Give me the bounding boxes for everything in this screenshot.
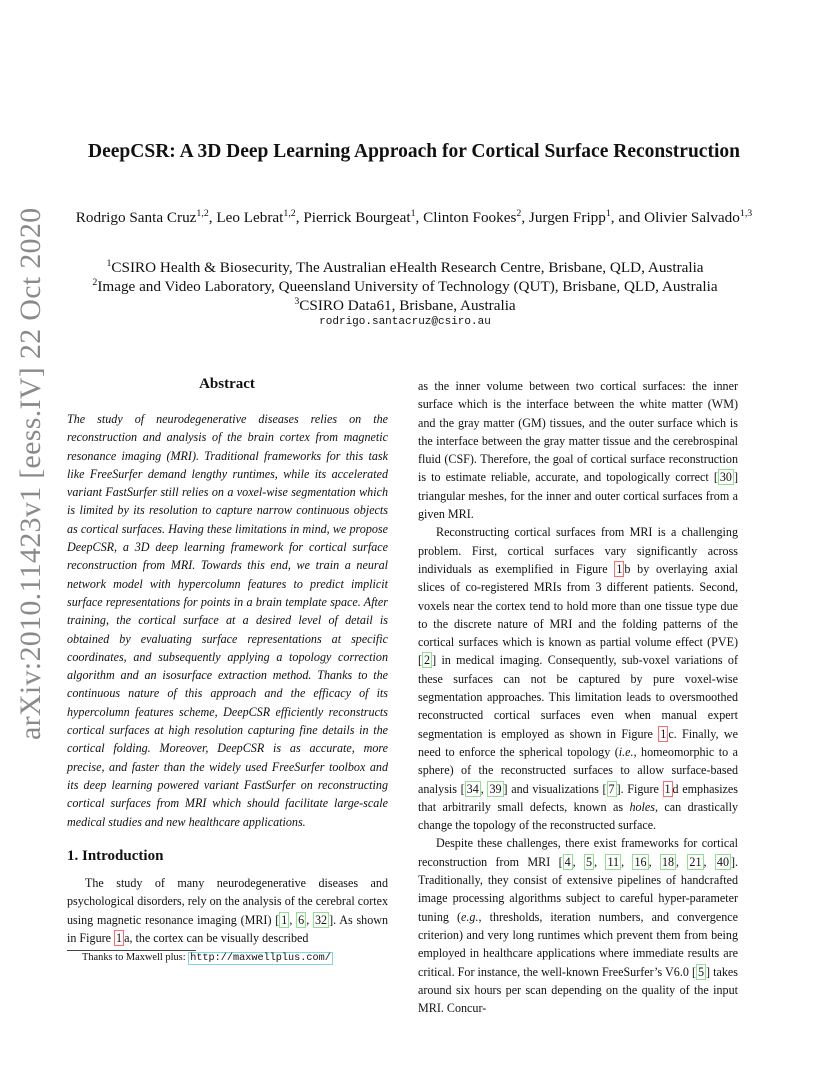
body-paragraph bbox=[418, 523, 738, 834]
citation-link[interactable]: 1 bbox=[281, 912, 288, 927]
body-text: c. Finally, we need to enforce the spherical topology ( bbox=[418, 726, 738, 759]
affiliation-sup: 3 bbox=[294, 295, 300, 307]
affiliation-1 bbox=[0, 259, 810, 277]
body-text: ] and visualizations [ bbox=[503, 781, 607, 796]
affiliation-text: CSIRO Data61, Brisbane, Australia bbox=[299, 297, 516, 314]
body-paragraph bbox=[418, 377, 738, 523]
citation-link[interactable]: 7 bbox=[608, 781, 615, 796]
body-text: , bbox=[621, 854, 633, 869]
intro-paragraph bbox=[67, 874, 388, 947]
author-list bbox=[70, 207, 758, 228]
affiliation-text: Image and Video Laboratory, Queensland University of Technology (QUT), Brisbane, QLD, Australia bbox=[97, 278, 718, 295]
figure-link[interactable]: 1 bbox=[660, 726, 667, 741]
citation-link[interactable]: 6 bbox=[298, 912, 305, 927]
body-text: ] in medical imaging. Consequently, sub-voxel variations of these surfaces can not be captured by pure voxel-wise segmentation approaches. This limitation leads to oversmoothed reconstructed cortical surfaces even when manual expert segmentation is employed as shown in Figure bbox=[418, 653, 738, 741]
body-text: The study of many neurodegenerative diseases and psychological disorders, rely on the analysis of the cerebral cortex using magnetic resonance imaging (MRI) [ bbox=[67, 876, 388, 927]
body-paragraph bbox=[418, 834, 738, 1017]
body-text: ]. Traditionally, they consist of extensive pipelines of handcrafted image processing algorithms subject to careful hyper-parameter tuning ( bbox=[418, 854, 739, 924]
abstract-heading: Abstract bbox=[199, 376, 255, 392]
affiliation-3 bbox=[0, 297, 810, 315]
italic-text: e.g. bbox=[461, 909, 479, 924]
body-text: as the inner volume between two cortical surfaces: the inner surface which is the interface between the white matter (WM) and the gray matter (GM) tissues, and the outer surface which is the interface between the gray matter tissue and the cerebrospinal fluid (CSF). Therefore, the goal of cortical surface reconstruction is to estimate reliable, accurate, and topologically correct [ bbox=[418, 379, 738, 485]
right-column bbox=[418, 377, 738, 1017]
body-text: , bbox=[703, 854, 715, 869]
author-name: , Pierrick Bourgeat bbox=[295, 209, 411, 226]
body-text: a, the cortex can be visually described bbox=[124, 930, 309, 945]
affiliation-sup: 2 bbox=[92, 276, 98, 288]
citation-link[interactable]: 4 bbox=[564, 854, 571, 869]
citation-link[interactable]: 21 bbox=[689, 854, 702, 869]
citation-link[interactable]: 5 bbox=[586, 854, 593, 869]
body-text: , bbox=[289, 912, 297, 927]
author-sup: 1 bbox=[410, 207, 416, 219]
figure-link[interactable]: 1 bbox=[116, 930, 123, 945]
author-name: Rodrigo Santa Cruz bbox=[75, 209, 197, 226]
author-email[interactable]: rodrigo.santacruz@csiro.au bbox=[319, 316, 491, 328]
citation-link[interactable]: 16 bbox=[634, 854, 647, 869]
author-sup: 2 bbox=[516, 207, 522, 219]
body-text: ] takes around six hours per scan depending on the quality of the input MRI. Concur- bbox=[418, 964, 738, 1016]
author-sup: 1,2 bbox=[283, 207, 296, 219]
affiliation-text: CSIRO Health & Biosecurity, The Australian eHealth Research Centre, Brisbane, QLD, Australia bbox=[111, 259, 704, 276]
body-text: b by overlaying axial slices of co-registered MRIs from 3 different patients. Second, voxels near the cortex tend to hold more than one tissue type due to the discrete nature of MRI and the folding patterns of the cortical surfaces which is known as partial volume effect (PVE) [ bbox=[418, 561, 738, 668]
body-text: , bbox=[480, 781, 488, 796]
paper-title: DeepCSR: A 3D Deep Learning Approach for Cortical Surface Reconstruction bbox=[88, 141, 740, 162]
figure-link[interactable]: 1 bbox=[664, 781, 671, 796]
author-sup: 1,2 bbox=[196, 207, 209, 219]
citation-link[interactable]: 5 bbox=[698, 964, 705, 979]
citation-link[interactable]: 32 bbox=[314, 912, 328, 927]
citation-link[interactable]: 34 bbox=[466, 781, 479, 796]
body-text: , bbox=[676, 854, 688, 869]
body-text: ] triangular meshes, for the inner and outer cortical surfaces from a given MRI. bbox=[418, 470, 738, 522]
author-sup: 1 bbox=[605, 207, 611, 219]
citation-link[interactable]: 18 bbox=[661, 854, 675, 869]
author-sup: 1,3 bbox=[739, 207, 753, 219]
body-text: ]. Figure bbox=[616, 781, 663, 796]
figure-link[interactable]: 1 bbox=[616, 561, 623, 576]
body-text: , bbox=[306, 912, 313, 927]
italic-text: i.e. bbox=[618, 744, 634, 759]
body-text: , homeomorphic to a sphere) of the reconstructed surfaces to allow surface-based analysis [ bbox=[418, 744, 738, 796]
abstract-text: The study of neurodegenerative diseases relies on the reconstruction and analysis of the brain cortex from magnetic resonance imaging (MRI). Traditional frameworks for this task like FreeSurfer demand lengthy runtimes, while its accelerated variant FastSurfer still relies on a voxel-wise segmentation which is limited by its resolution to capture narrow continuous objects as cortical surfaces. Having these limitations in mind, we propose DeepCSR, a 3D deep learning framework for cortical surface reconstruction from MRI. Towards this end, we train a neural network model with hypercolumn features to predict implicit surface representations for points in a brain template space. After training, the cortical surface at a desired level of detail is obtained by evaluating surface representations at specific coordinates, and subsequently applying a topology correction algorithm and an isosurface extraction method. Thanks to the continuous nature of this approach and the efficacy of its hypercolumn features scheme, DeepCSR efficiently reconstructs cortical surfaces at high resolution capturing fine details in the cortical folding. Moreover, DeepCSR is as accurate, more precise, and faster than the widely used FreeSurfer toolbox and its deep learning powered variant FastSurfer on reconstructing cortical surfaces from MRI which should facilitate large-scale medical studies and new healthcare applications. bbox=[67, 412, 388, 829]
footnote-divider bbox=[67, 950, 196, 951]
footnote bbox=[82, 952, 333, 964]
affiliation-2 bbox=[0, 278, 810, 296]
body-text: d emphasizes that arbitrarily small defects, known as bbox=[418, 781, 738, 814]
body-text: , bbox=[572, 854, 585, 869]
body-text: , thresholds, iteration numbers, and convergence criterion) and very long runtimes which prevent them from being employed in healthcare applications where immediate results are critical. For instance, the well-known FreeSurfer’s V6.0 [ bbox=[418, 909, 738, 979]
body-text: Reconstructing cortical surfaces from MRI is a challenging problem. First, cortical surfaces vary significantly across individuals as exemplified in Figure bbox=[418, 525, 738, 576]
body-text: , bbox=[594, 854, 606, 869]
citation-link[interactable]: 39 bbox=[489, 781, 502, 796]
body-text: ]. As shown in Figure bbox=[67, 912, 389, 945]
citation-link[interactable]: 40 bbox=[716, 854, 729, 869]
footnote-link[interactable]: http://maxwellplus.com/ bbox=[190, 953, 331, 964]
affiliation-sup: 1 bbox=[106, 257, 112, 269]
author-name: , Clinton Fookes bbox=[415, 209, 517, 226]
author-name: , Jurgen Fripp bbox=[521, 209, 606, 226]
citation-link[interactable]: 30 bbox=[719, 470, 732, 485]
section-heading-introduction: 1. Introduction bbox=[67, 848, 164, 864]
citation-link[interactable]: 2 bbox=[424, 653, 431, 668]
body-text: , bbox=[648, 854, 660, 869]
arxiv-stamp: arXiv:2010.11423v1 [eess.IV] 22 Oct 2020 bbox=[14, 207, 47, 740]
body-text: , can drastically change the topology of the reconstructed surface. bbox=[418, 799, 738, 833]
author-name: , and Olivier Salvado bbox=[610, 209, 740, 226]
author-name: , Leo Lebrat bbox=[208, 209, 284, 226]
italic-text: holes bbox=[629, 799, 655, 814]
citation-link[interactable]: 11 bbox=[607, 854, 620, 869]
body-text: Despite these challenges, there exist frameworks for cortical reconstruction from MRI [ bbox=[418, 836, 738, 869]
footnote-text: Thanks to Maxwell plus: bbox=[82, 952, 189, 963]
